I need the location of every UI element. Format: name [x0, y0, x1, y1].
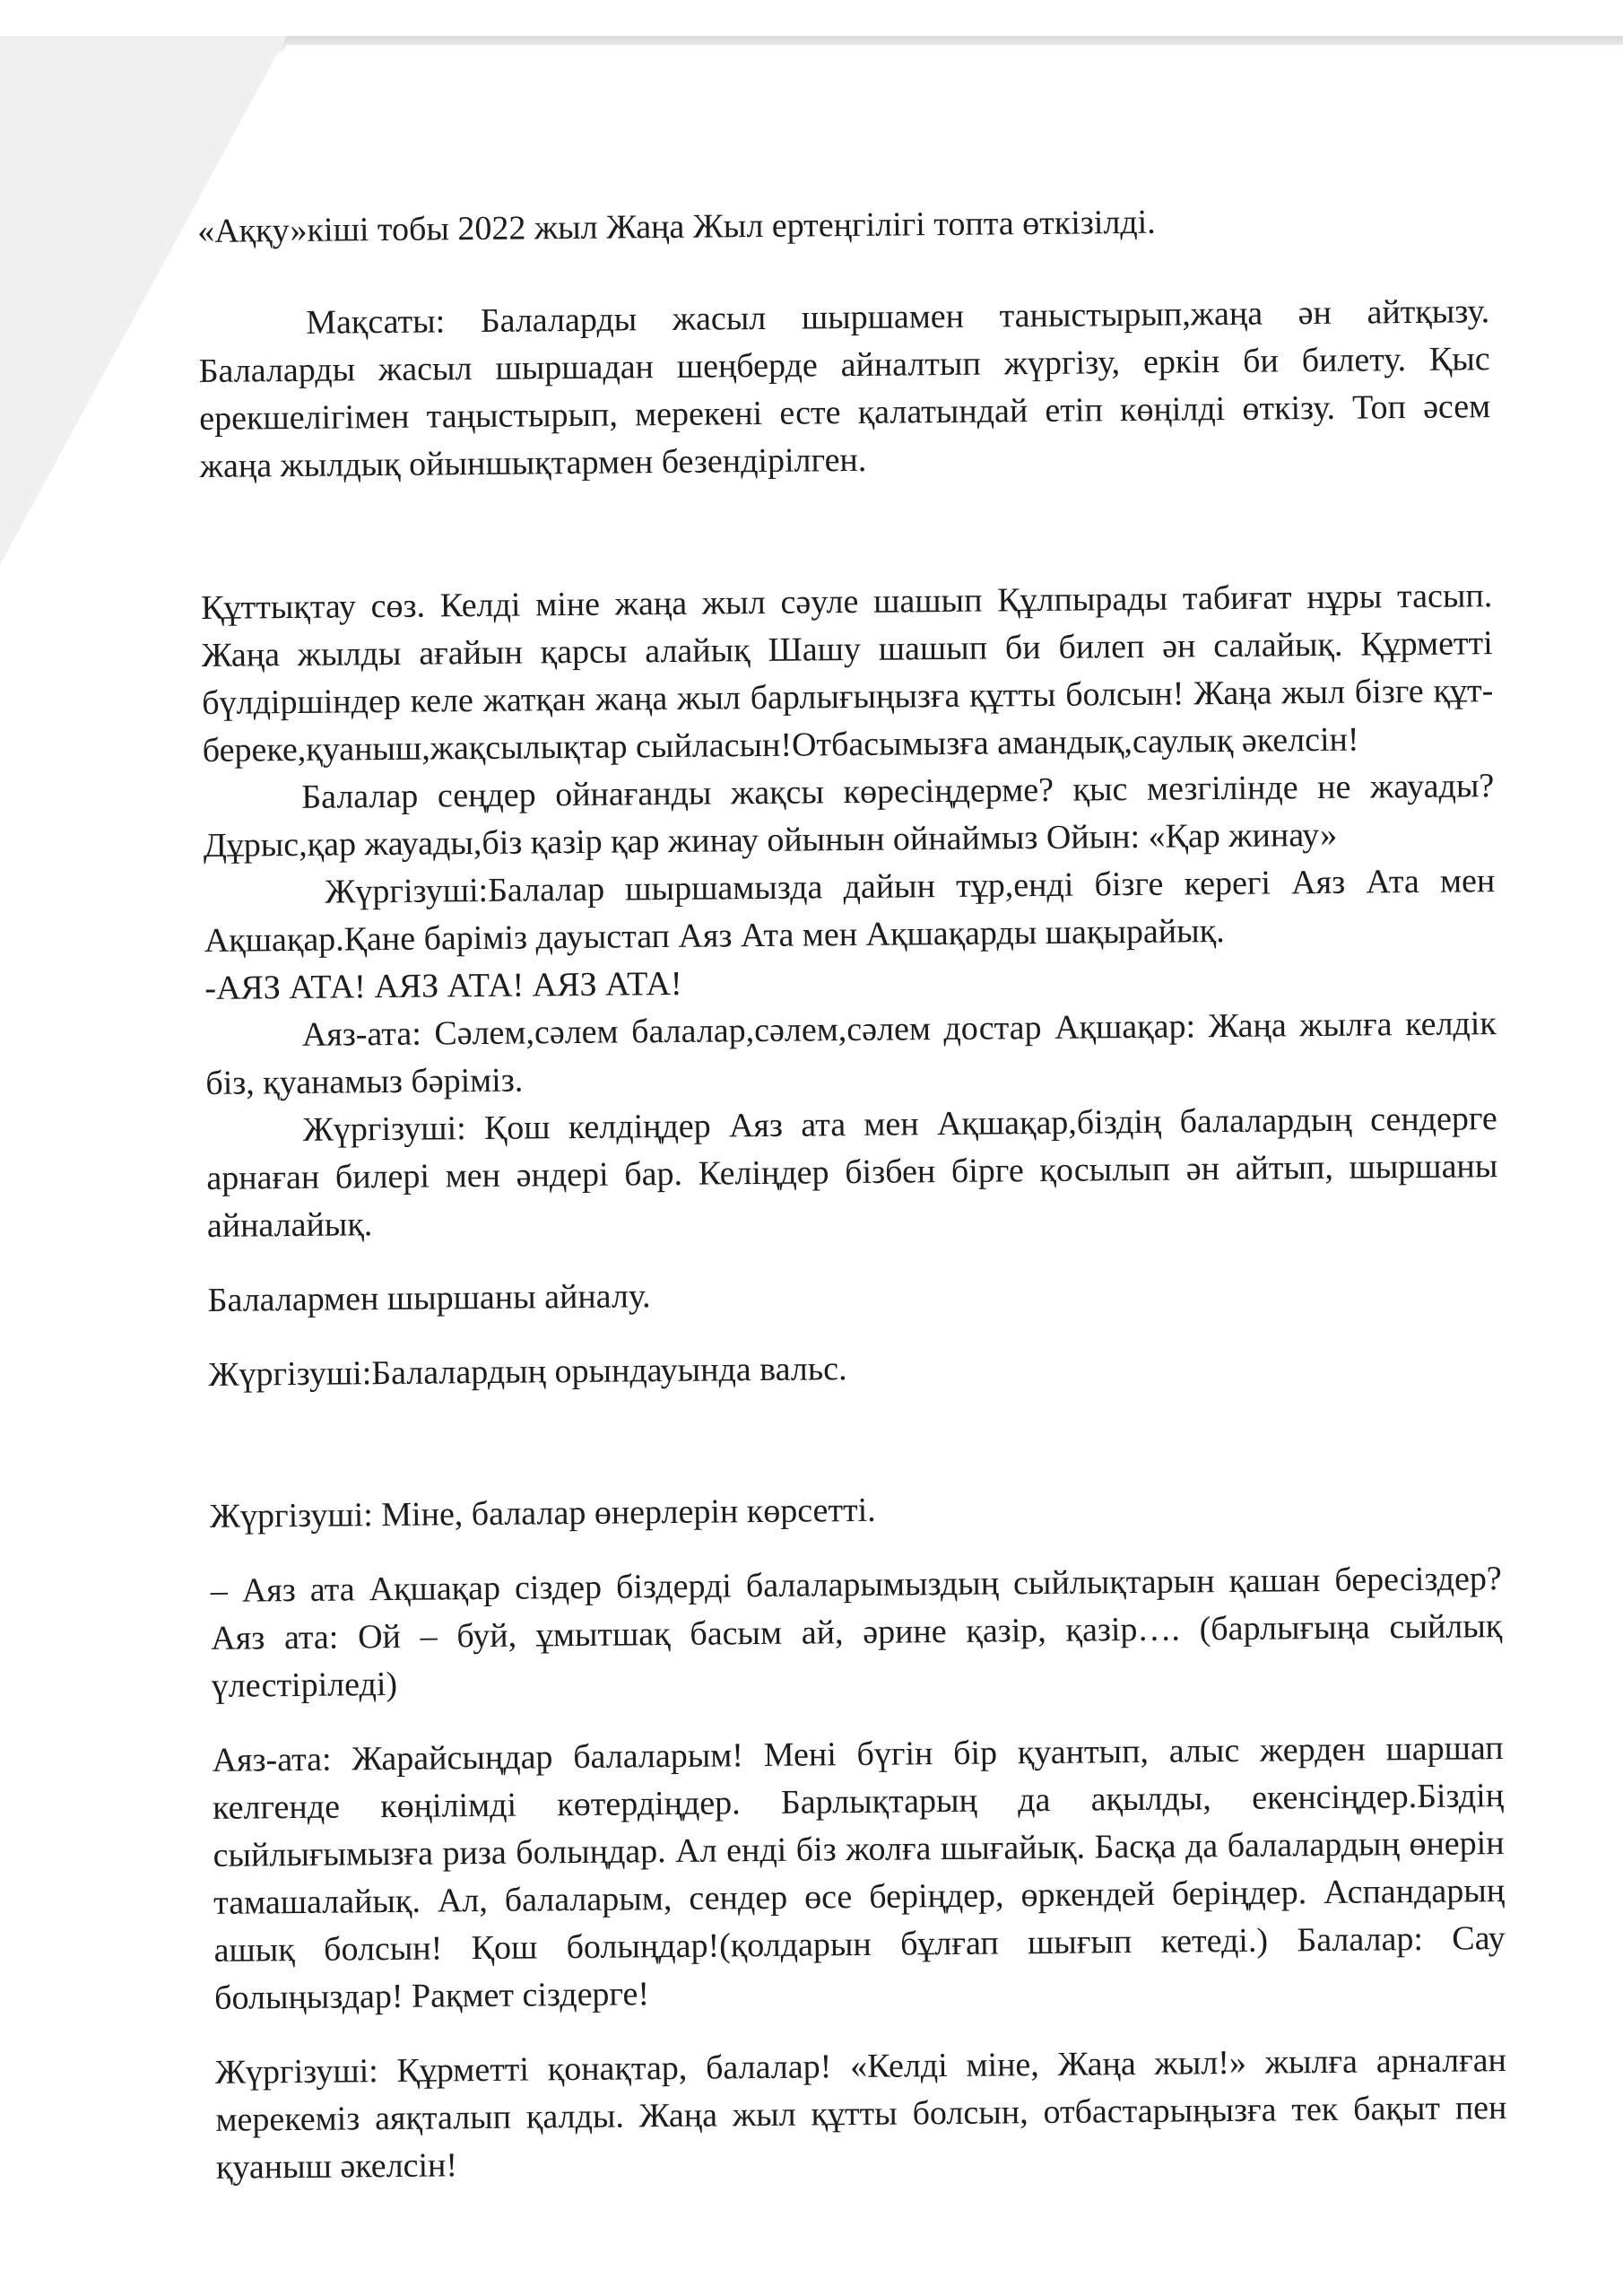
paragraph-gifts: – Аяз ата Ақшақар сіздер біздерді балаларымыздың сыйлықтарын қашан бересіздер? Аяз ата: Ой – буй, ұмытшақ басым ай, әрине қазір, қазір…. (барлығыңа сыйлық үлестіріледі)	[210, 1560, 1503, 1705]
spacer	[209, 1387, 1501, 1493]
paragraph-chant: -АЯЗ АТА! АЯЗ АТА! АЯЗ АТА!	[204, 964, 682, 1007]
paragraph-host-call: Жүргізуші:Балалар шыршамызда дайын тұр,енді бізге керегі Аяз Ата мен Ақшақар.Қане баріміз дауыстап Аяз Ата мен Ақшақарды шақырайық.	[204, 862, 1496, 960]
paragraph-performance: Жүргізуші: Міне, балалар өнерлерін көрсетті.	[209, 1491, 876, 1535]
paragraph-snow-game: Балалар сеңдер ойнағанды жақсы көресіңдерме? қыс мезгілінде не жауады? Дұрыс,қар жауады,біз қазір қар жинау ойынын ойнаймыз Ойын: «Қар жинау»	[203, 767, 1495, 865]
paragraph-host-welcome: Жүргізуші: Қош келдіңдер Аяз ата мен Ақшақар,біздің балалардың сендерге арнаған билері мен әндері бар. Келіңдер бізбен бірге қосылып ән айтып, шыршаны айналайық.	[206, 1100, 1498, 1245]
paragraph-santa-greeting: Аяз-ата: Сәлем,сәлем балалар,сәлем,сәлем достар Ақшақар: Жаңа жылға келдік біз, қуанамыз бәріміз.	[205, 1004, 1497, 1102]
paragraph-tree-dance: Балалармен шыршаны айналу.	[207, 1277, 651, 1319]
paragraph-closing: Жүргізуші: Құрметті қонақтар, балалар! «Келді міне, Жаңа жыл!» жылға арналған мерекеміз аяқталып қалды. Жаңа жыл құтты болсын, отбастарыңызға тек бақыт пен қуаныш әкелсін!	[214, 2041, 1507, 2187]
paragraph-goal: Мақсаты: Балаларды жасыл шыршамен таныстырып,жаңа ән айтқызу. Балаларды жасыл шыршадан шеңберде айналтып жүргізу, еркін би билету. Қыс ерекшелігімен таңыстырып, мерекені есте қалатындай етіп көңілді өткізу. Топ әсем жаңа жылдық ойыншықтармен безендірілген.	[198, 292, 1491, 485]
paragraph-greeting: Құттықтау сөз. Келді міне жаңа жыл сәуле шашып Құлпырады табиғат нұры тасып. Жаңа жылды ағайын қарсы алайық Шашу шашып би билеп ән салайық. Құрметті бүлдіршіндер келе жатқан жаңа жыл барлығыңызға құтты болсын! Жаңа жыл бізге құт-береке,қуаныш,жақсылықтар сыйласын!Отбасымызға амандық,саулық әкелсін!	[201, 577, 1494, 770]
paragraph-santa-farewell: Аяз-ата: Жарайсыңдар балаларым! Мені бүгін бір қуантып, алыс жерден шаршап келгенде көңілімді көтердіңдер. Барлықтарың да ақылды, екенсіңдер.Біздің сыйлығымызға риза болыңдар. Ал енді біз жолға шығайық. Басқа да балалардың өнерін тамашалайық. Ал, балаларым, сендер өсе беріңдер, өркендей беріңдер. Аспандарың ашық болсын! Қош болыңдар!(қолдарын бұлғап шығып кетеді.) Балалар: Сау болыңыздар! Рақмет сіздерге!	[212, 1729, 1506, 2017]
document-heading: «Аққу»кіші тобы 2022 жыл Жаңа Жыл ертеңгілігі топта өткізілді.	[197, 203, 1156, 250]
paragraph-waltz: Жүргізуші:Балалардың орындауында вальс.	[208, 1350, 847, 1394]
document-body	[197, 196, 1507, 2192]
spacer	[200, 478, 1492, 585]
